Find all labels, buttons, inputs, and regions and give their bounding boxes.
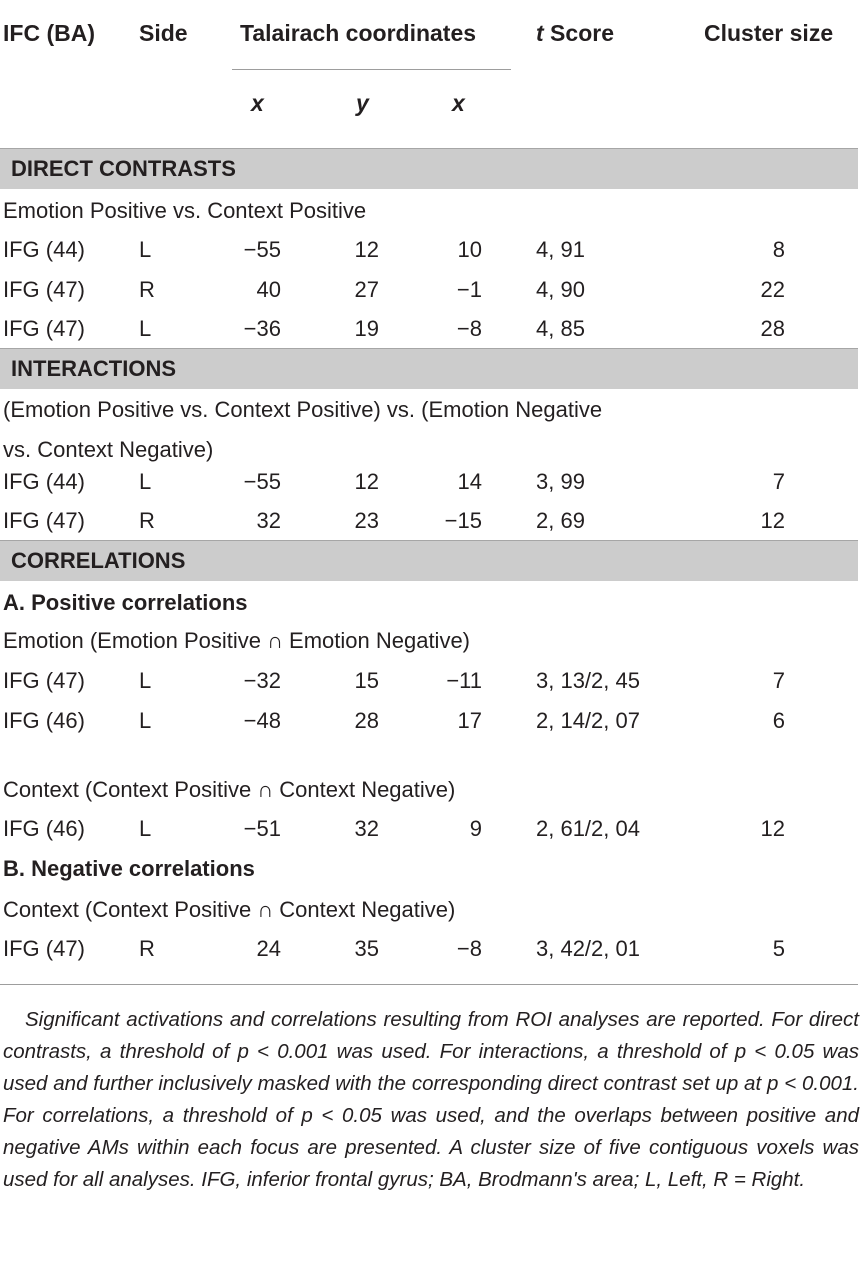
cell-cluster: 5 — [772, 936, 785, 961]
cell-region: IFG (44) — [3, 469, 85, 494]
cell-side: L — [139, 816, 152, 841]
header-ifc: IFC (BA) — [3, 20, 95, 46]
cell-cluster: 28 — [760, 316, 785, 341]
negative-correlations-title: B. Negative correlations — [3, 856, 255, 881]
cell-side: L — [139, 668, 152, 693]
emotion-label: Emotion (Emotion Positive ∩ Emotion Negative) — [3, 628, 471, 653]
cell-t: 2, 69 — [536, 508, 585, 533]
cell-z: −8 — [456, 316, 482, 341]
cell-side: L — [139, 316, 152, 341]
section-title-correlations: CORRELATIONS — [11, 548, 186, 573]
section-band-correlations — [0, 540, 858, 581]
cell-t: 4, 91 — [536, 237, 585, 262]
section-band-interactions — [0, 348, 858, 389]
cell-y: 28 — [354, 708, 379, 733]
cell-t: 3, 13/2, 45 — [536, 668, 640, 693]
header-z: x — [452, 90, 465, 116]
cell-z: 10 — [457, 237, 482, 262]
cell-t: 4, 90 — [536, 277, 585, 302]
cell-y: 35 — [354, 936, 379, 961]
subtitle-interactions-2: vs. Context Negative) — [3, 437, 214, 462]
cell-cluster: 12 — [760, 508, 785, 533]
cell-x: 24 — [256, 936, 281, 961]
cell-cluster: 12 — [760, 816, 785, 841]
cell-t: 3, 42/2, 01 — [536, 936, 640, 961]
cell-y: 19 — [354, 316, 379, 341]
header-side: Side — [139, 20, 188, 46]
cell-x: −55 — [243, 469, 281, 494]
cell-y: 12 — [354, 237, 379, 262]
section-band-direct — [0, 148, 858, 189]
cell-side: L — [139, 708, 152, 733]
cell-t: 2, 61/2, 04 — [536, 816, 640, 841]
cell-region: IFG (47) — [3, 668, 85, 693]
footnote-text: Significant activations and correlations resulting from ROI analyses are reported. For direct contrasts, a threshold of p < 0.001 was used. For interactions, a threshold of p < 0.05 was used and further inclusively masked with the corresponding direct contrast set up at p < 0.001. For correlations, a threshold of p < 0.05 was used, and the overlaps between positive and negative AMs within each focus are presented. A cluster size of five contiguous voxels was used for all analyses. IFG, inferior frontal gyrus; BA, Brodmann's area; L, Left, R = Right. — [3, 1008, 859, 1191]
cell-t: 4, 85 — [536, 316, 585, 341]
cell-region: IFG (47) — [3, 277, 85, 302]
cell-side: R — [139, 508, 155, 533]
header-y: y — [356, 90, 369, 116]
cell-x: −55 — [243, 237, 281, 262]
neg-context-label: Context (Context Positive ∩ Context Negative) — [3, 897, 456, 922]
cell-region: IFG (47) — [3, 316, 85, 341]
table-bottom-rule — [0, 984, 858, 985]
header-t-letter: t — [536, 20, 544, 46]
cell-cluster: 7 — [772, 469, 785, 494]
cell-region: IFG (46) — [3, 708, 85, 733]
cell-region: IFG (46) — [3, 816, 85, 841]
section-title-interactions: INTERACTIONS — [11, 356, 176, 381]
cell-z: −15 — [444, 508, 482, 533]
header-x: x — [251, 90, 264, 116]
cell-cluster: 7 — [772, 668, 785, 693]
header-t-rest: Score — [543, 20, 614, 46]
cell-cluster: 8 — [772, 237, 785, 262]
cell-side: R — [139, 936, 155, 961]
header-talairach: Talairach coordinates — [240, 20, 477, 46]
cell-t: 2, 14/2, 07 — [536, 708, 640, 733]
cell-y: 32 — [354, 816, 379, 841]
context-label: Context (Context Positive ∩ Context Negative) — [3, 777, 456, 802]
cell-x: −48 — [243, 708, 281, 733]
cell-z: −1 — [456, 277, 482, 302]
cell-t: 3, 99 — [536, 469, 585, 494]
header-t-score — [536, 20, 614, 47]
cell-y: 12 — [354, 469, 379, 494]
subtitle-interactions-1: (Emotion Positive vs. Context Positive) vs. (Emotion Negative — [3, 397, 603, 422]
cell-z: 9 — [469, 816, 482, 841]
section-title-direct: DIRECT CONTRASTS — [11, 156, 236, 181]
header-cluster: Cluster size — [704, 20, 834, 46]
positive-correlations-title: A. Positive correlations — [3, 590, 248, 615]
cell-z: 14 — [457, 469, 482, 494]
cell-z: −8 — [456, 936, 482, 961]
cell-x: 40 — [256, 277, 281, 302]
cell-y: 23 — [354, 508, 379, 533]
cell-z: 17 — [457, 708, 482, 733]
cell-region: IFG (47) — [3, 508, 85, 533]
talairach-rule — [232, 69, 511, 70]
cell-x: −32 — [243, 668, 281, 693]
cell-y: 27 — [354, 277, 379, 302]
cell-side: L — [139, 237, 152, 262]
cell-region: IFG (44) — [3, 237, 85, 262]
subtitle-direct: Emotion Positive vs. Context Positive — [3, 198, 367, 223]
cell-side: L — [139, 469, 152, 494]
cell-side: R — [139, 277, 155, 302]
cell-region: IFG (47) — [3, 936, 85, 961]
cell-cluster: 22 — [760, 277, 785, 302]
cell-z: −11 — [446, 668, 482, 693]
table-footnote — [3, 1004, 859, 1196]
cell-x: −51 — [243, 816, 281, 841]
cell-x: −36 — [243, 316, 281, 341]
cell-y: 15 — [354, 668, 379, 693]
cell-cluster: 6 — [772, 708, 785, 733]
cell-x: 32 — [256, 508, 281, 533]
